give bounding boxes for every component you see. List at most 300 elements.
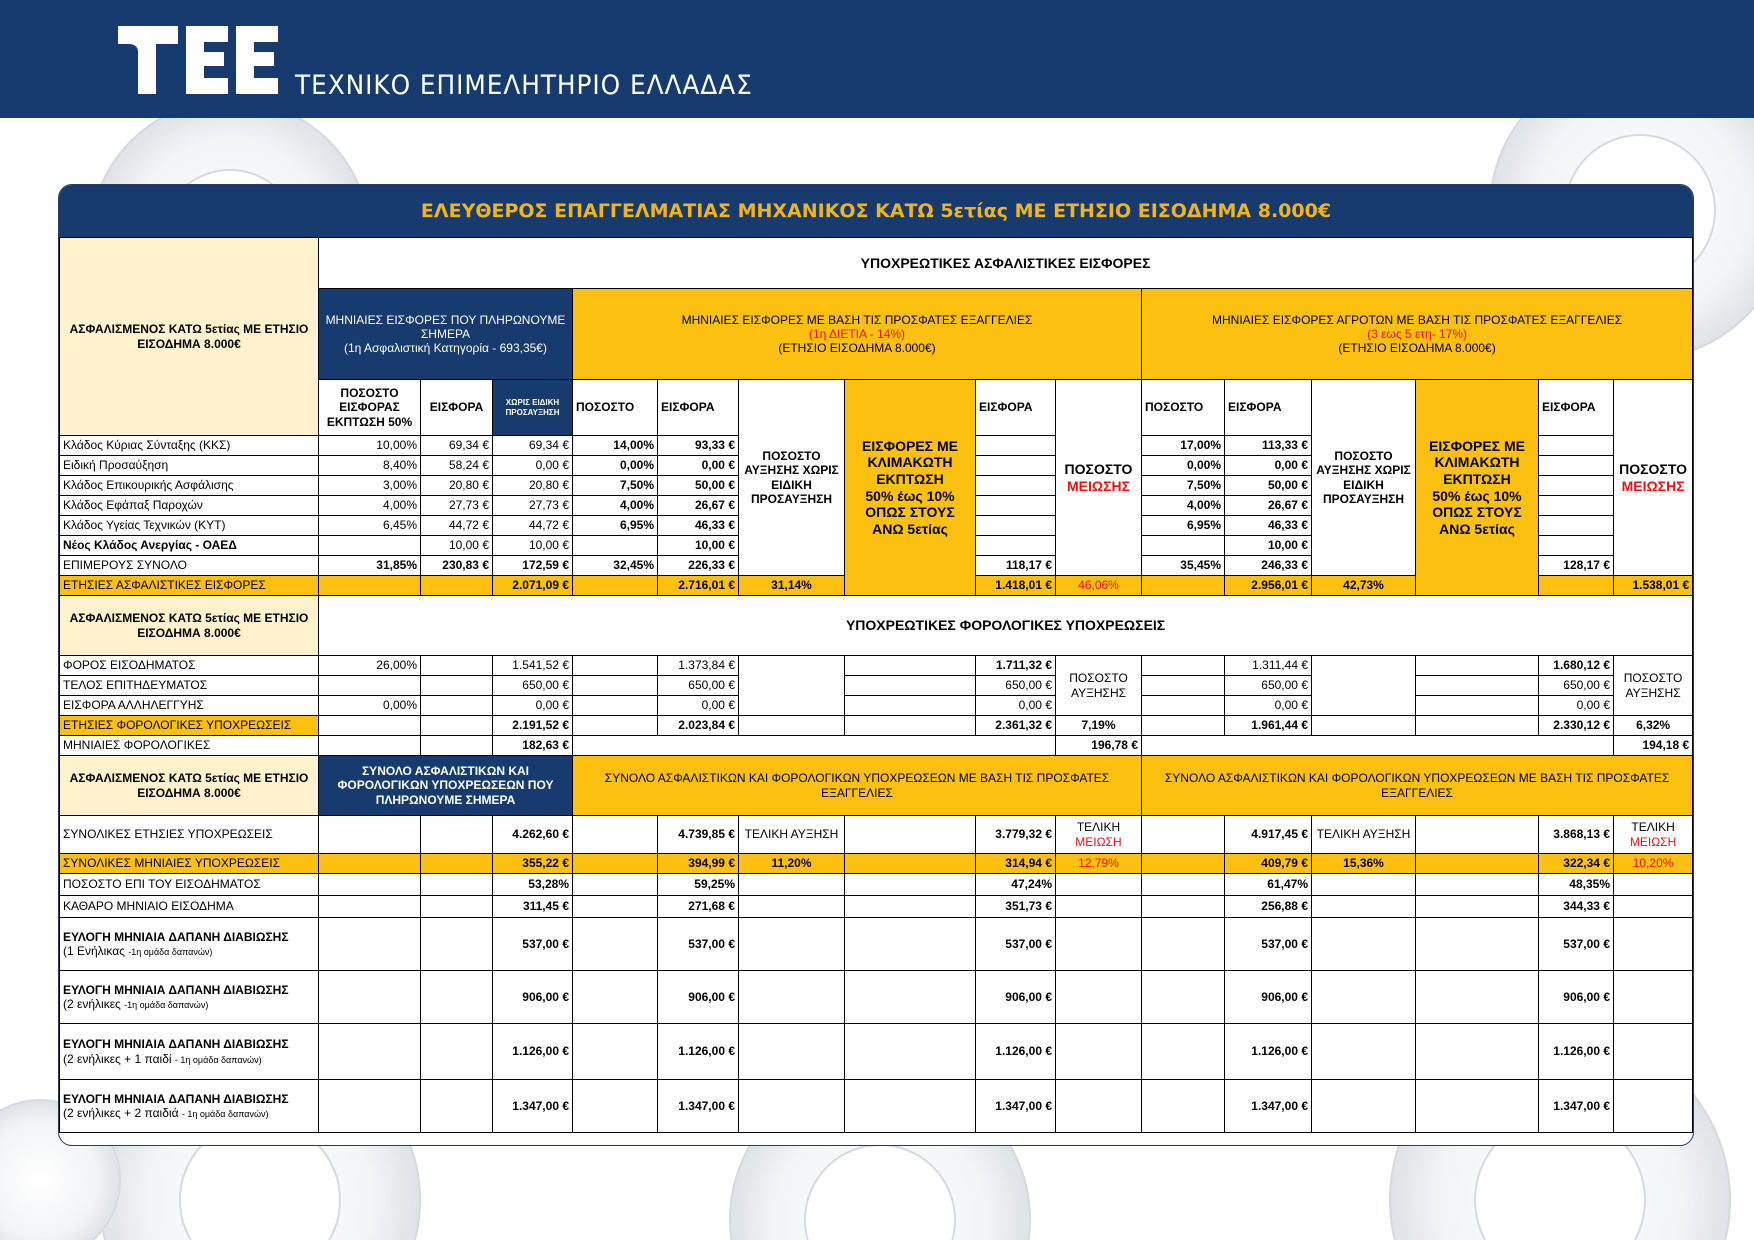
- annual-tax-row: [60, 716, 1693, 736]
- table-cell: 53,28%: [493, 874, 573, 896]
- table-cell: 20,80 €: [421, 476, 493, 496]
- table-cell: [845, 874, 976, 896]
- table-cell: 6,45%: [319, 516, 421, 536]
- group-header-today-sub: (1η Ασφαλιστική Κατηγορία - 693,35€): [344, 341, 547, 356]
- table-cell: 246,33 €: [1225, 556, 1312, 576]
- col-header-no-surcharge: ΧΩΡΙΣ ΕΙΔΙΚΗ ΠΡΟΣΑΥΞΗΣΗ: [493, 380, 573, 436]
- col-header-increase-rate: ΠΟΣΟΣΤΟ ΑΥΞΗΣΗΣ ΧΩΡΙΣ ΕΙΔΙΚΗ ΠΡΟΣΑΥΞΗΣΗ: [1312, 380, 1416, 576]
- table-cell: [1312, 656, 1416, 716]
- table-cell: 0,00 €: [1225, 456, 1312, 476]
- table-row: [60, 656, 1693, 676]
- table-cell: [319, 854, 421, 874]
- table-cell: 61,47%: [1225, 874, 1312, 896]
- org-name: ΤΕΧΝΙΚΟ ΕΠΙΜΕΛΗΤΗΡΙΟ ΕΛΛΑΔΑΣ: [295, 70, 753, 101]
- row-label: Κλάδος Κύριας Σύνταξης (ΚΚΣ): [60, 436, 319, 456]
- table-cell: [1614, 918, 1693, 971]
- row-sublabel: (2 ενήλικες: [63, 997, 121, 1011]
- table-cell: 4.739,85 €: [658, 816, 739, 854]
- table-cell: [573, 1080, 658, 1133]
- table-cell: [573, 816, 658, 854]
- table-cell: [319, 576, 421, 596]
- final-label-red: ΜΕΙΩΣΗ: [1075, 834, 1122, 849]
- table-cell: [1142, 576, 1225, 596]
- table-cell: [1416, 816, 1539, 854]
- table-cell: 12,79%: [1056, 854, 1142, 874]
- table-cell: [845, 676, 976, 696]
- group-header-today-title: ΜΗΝΙΑΙΕΣ ΕΙΣΦΟΡΕΣ ΠΟΥ ΠΛΗΡΩΝΟΥΜΕ ΣΗΜΕΡΑ: [325, 312, 566, 341]
- table-cell: 0,00 €: [976, 696, 1056, 716]
- table-cell: [976, 456, 1056, 476]
- table-cell: [739, 1024, 845, 1080]
- col-header-contribution: ΕΙΣΦΟΡΑ: [421, 380, 493, 436]
- row-label: ΕΥΛΟΓΗ ΜΗΝΙΑΙΑ ΔΑΠΑΝΗ ΔΙΑΒΙΩΣΗΣ: [63, 1037, 289, 1052]
- row-sublabel: (2 ενήλικες + 1 παιδί: [63, 1051, 172, 1066]
- graduated-discount-box: [1416, 380, 1539, 596]
- tee-logo: [118, 24, 284, 96]
- table-cell: 8,40%: [319, 456, 421, 476]
- table-cell: [1416, 1024, 1539, 1080]
- table-cell: [1312, 1024, 1416, 1080]
- table-cell: 409,79 €: [1225, 854, 1312, 874]
- table-cell: ΤΕΛΙΚΗ ΑΥΞΗΣΗ: [739, 816, 845, 854]
- table-cell: [1614, 816, 1693, 854]
- table-cell: 906,00 €: [658, 971, 739, 1024]
- table-cell: 537,00 €: [1539, 918, 1614, 971]
- table-cell: [1614, 971, 1693, 1024]
- table-cell: 1.347,00 €: [976, 1080, 1056, 1133]
- reduction-rate-label: ΠΟΣΟΣΤΟ: [1619, 460, 1688, 477]
- table-cell: [845, 854, 976, 874]
- table-cell: 20,80 €: [493, 476, 573, 496]
- table-cell: [1312, 1080, 1416, 1133]
- table-cell: 650,00 €: [1225, 676, 1312, 696]
- table-cell: [1142, 874, 1225, 896]
- row-label: Κλάδος Επικουρικής Ασφάλισης: [60, 476, 319, 496]
- table-cell: 4,00%: [573, 496, 658, 516]
- table-cell: [739, 971, 845, 1024]
- contributions-table: [59, 237, 1693, 1133]
- table-cell: [1056, 896, 1142, 918]
- table-cell: 27,73 €: [493, 496, 573, 516]
- table-cell: [421, 576, 493, 596]
- table-cell: 0,00 €: [1539, 696, 1614, 716]
- table-row: [60, 816, 1693, 854]
- table-cell: 226,33 €: [658, 556, 739, 576]
- totals-header-farmers: ΣΥΝΟΛΟ ΑΣΦΑΛΙΣΤΙΚΩΝ ΚΑΙ ΦΟΡΟΛΟΓΙΚΩΝ ΥΠΟΧΡΕΩΣΕΩΝ ΜΕ ΒΑΣΗ ΤΙΣ ΠΡΟΣΦΑΤΕΣ ΕΞΑΓΓΕΛΙΕΣ: [1142, 756, 1693, 816]
- group-header-farmers-period: (3 εως 5 ετη- 17%): [1367, 326, 1468, 341]
- table-cell: 0,00 €: [493, 456, 573, 476]
- table-cell: [573, 716, 658, 736]
- table-cell: 537,00 €: [658, 918, 739, 971]
- table-cell: 3.868,13 €: [1539, 816, 1614, 854]
- table-cell: 537,00 €: [976, 918, 1056, 971]
- graduated-discount-sub: 50% έως 10% ΟΠΩΣ ΣΤΟΥΣ ΑΝΩ 5ετίας: [1432, 487, 1522, 537]
- table-cell: [1056, 918, 1142, 971]
- table-cell: [421, 656, 493, 676]
- group-header-farmers-title: ΜΗΝΙΑΙΕΣ ΕΙΣΦΟΡΕΣ ΑΓΡΟΤΩΝ ΜΕ ΒΑΣΗ ΤΙΣ ΠΡΟΣΦΑΤΕΣ ΕΞΑΓΓΕΛΙΕΣ: [1211, 312, 1623, 327]
- table-cell: 1.347,00 €: [1539, 1080, 1614, 1133]
- row-label: ΕΥΛΟΓΗ ΜΗΝΙΑΙΑ ΔΑΠΑΝΗ ΔΙΑΒΙΩΣΗΣ: [63, 1091, 289, 1106]
- table-cell: [573, 874, 658, 896]
- table-cell: 2.956,01 €: [1225, 576, 1312, 596]
- table-cell: 10,20%: [1614, 854, 1693, 874]
- reduction-rate-label-red: ΜΕΙΩΣΗΣ: [1621, 477, 1685, 494]
- table-cell: [1614, 874, 1693, 896]
- row-label: ΚΑΘΑΡΟ ΜΗΝΙΑΙΟ ΕΙΣΟΔΗΜΑ: [60, 896, 319, 918]
- row-label: ΕΠΙΜΕΡΟΥΣ ΣΥΝΟΛΟ: [60, 556, 319, 576]
- table-cell: 2.330,12 €: [1539, 716, 1614, 736]
- table-cell: 113,33 €: [1225, 436, 1312, 456]
- table-cell: 1.126,00 €: [1539, 1024, 1614, 1080]
- table-cell: 2.716,01 €: [658, 576, 739, 596]
- table-cell: 10,00 €: [421, 536, 493, 556]
- row-label: ΣΥΝΟΛΙΚΕΣ ΜΗΝΙΑΙΕΣ ΥΠΟΧΡΕΩΣΕΙΣ: [60, 854, 319, 874]
- table-cell: [1416, 716, 1539, 736]
- group-header-farmers-income: (ΕΤΗΣΙΟ ΕΙΣΟΔΗΜΑ 8.000€): [1338, 341, 1496, 356]
- table-cell: [739, 874, 845, 896]
- table-cell: 0,00%: [573, 456, 658, 476]
- table-cell: [319, 1024, 421, 1080]
- table-cell: 7,19%: [1056, 716, 1142, 736]
- table-cell: 172,59 €: [493, 556, 573, 576]
- row-label: ΕΥΛΟΓΗ ΜΗΝΙΑΙΑ ΔΑΠΑΝΗ ΔΙΑΒΙΩΣΗΣ: [63, 929, 289, 944]
- table-cell: [421, 716, 493, 736]
- table-cell: 0,00%: [1142, 456, 1225, 476]
- table-cell: 196,78 €: [1056, 736, 1142, 756]
- table-cell: 1.680,12 €: [1539, 656, 1614, 676]
- table-cell: 10,00 €: [658, 536, 739, 556]
- table-cell: 1.347,00 €: [1225, 1080, 1312, 1133]
- row-label-block: [60, 1080, 319, 1133]
- table-cell: 6,95%: [573, 516, 658, 536]
- table-cell: [845, 896, 976, 918]
- table-cell: [1416, 676, 1539, 696]
- table-row: [60, 896, 1693, 918]
- table-cell: 128,17 €: [1539, 556, 1614, 576]
- row-label: ΠΟΣΟΣΤΟ ΕΠΙ ΤΟΥ ΕΙΣΟΔΗΜΑΤΟΣ: [60, 874, 319, 896]
- table-cell: 3,00%: [319, 476, 421, 496]
- table-cell: 906,00 €: [1539, 971, 1614, 1024]
- row-sublabel: (2 ενήλικες + 2 παιδιά: [63, 1106, 179, 1120]
- col-header-increase-rate: ΠΟΣΟΣΤΟ ΑΥΞΗΣΗΣ ΧΩΡΙΣ ΕΙΔΙΚΗ ΠΡΟΣΑΥΞΗΣΗ: [739, 380, 845, 576]
- table-cell: 650,00 €: [976, 676, 1056, 696]
- table-cell: [1056, 874, 1142, 896]
- group-header-farmers: [1142, 289, 1693, 380]
- table-cell: 182,63 €: [493, 736, 573, 756]
- table-cell: [1539, 476, 1614, 496]
- col-header-rate-discount: ΠΟΣΟΣΤΟ ΕΙΣΦΟΡΑΣ ΕΚΠΤΩΣΗ 50%: [319, 380, 421, 436]
- table-cell: [319, 676, 421, 696]
- table-cell: 906,00 €: [1225, 971, 1312, 1024]
- graduated-discount-box: [845, 380, 976, 596]
- table-cell: 537,00 €: [1225, 918, 1312, 971]
- row-label: ΣΥΝΟΛΙΚΕΣ ΕΤΗΣΙΕΣ ΥΠΟΧΡΕΩΣΕΙΣ: [60, 816, 319, 854]
- table-cell: 46,06%: [1056, 576, 1142, 596]
- table-cell: 0,00 €: [493, 696, 573, 716]
- insured-person-label: ΑΣΦΑΛΙΣΜΕΝΟΣ ΚΑΤΩ 5ετίας ΜΕ ΕΤΗΣΙΟ ΕΙΣΟΔΗΜΑ 8.000€: [60, 596, 319, 656]
- row-label: ΕΙΣΦΟΡΑ ΑΛΛΗΛΕΓΓΥΗΣ: [60, 696, 319, 716]
- table-cell: 311,45 €: [493, 896, 573, 918]
- reduction-rate-label-red: ΜΕΙΩΣΗΣ: [1066, 477, 1131, 494]
- table-cell: [1539, 516, 1614, 536]
- table-cell: [421, 918, 493, 971]
- row-label-block: [60, 1024, 319, 1080]
- group-header-announcements-income: (ΕΤΗΣΙΟ ΕΙΣΟΔΗΜΑ 8.000€): [778, 341, 936, 356]
- table-cell: 6,95%: [1142, 516, 1225, 536]
- table-cell: [1312, 971, 1416, 1024]
- table-cell: 0,00%: [319, 696, 421, 716]
- row-sublabel: (1 Ενήλικας: [63, 944, 125, 958]
- table-cell: [1142, 971, 1225, 1024]
- table-cell: [319, 918, 421, 971]
- group-header-today: [319, 289, 573, 380]
- final-label: ΤΕΛΙΚΗ: [1631, 820, 1675, 835]
- table-row: [60, 1080, 1693, 1133]
- table-row: [60, 676, 1693, 696]
- graduated-discount-title: ΕΙΣΦΟΡΕΣ ΜΕ ΚΛΙΜΑΚΩΤΗ ΕΚΠΤΩΣΗ: [862, 437, 958, 487]
- table-cell: 230,83 €: [421, 556, 493, 576]
- table-cell: [1142, 854, 1225, 874]
- table-cell: 44,72 €: [493, 516, 573, 536]
- table-cell: 44,72 €: [421, 516, 493, 536]
- table-cell: [739, 656, 845, 716]
- table-cell: [1142, 736, 1614, 756]
- row-label: Νέος Κλάδος Ανεργίας - ΟΑΕΔ: [60, 536, 319, 556]
- group-header-announcements: [573, 289, 1142, 380]
- table-cell: [573, 896, 658, 918]
- table-cell: ΤΕΛΙΚΗ ΑΥΞΗΣΗ: [1312, 816, 1416, 854]
- table-cell: 11,20%: [739, 854, 845, 874]
- row-label: ΕΥΛΟΓΗ ΜΗΝΙΑΙΑ ΔΑΠΑΝΗ ΔΙΑΒΙΩΣΗΣ: [63, 982, 289, 997]
- table-row: [60, 696, 1693, 716]
- table-cell: 1.126,00 €: [658, 1024, 739, 1080]
- table-cell: [1056, 971, 1142, 1024]
- table-cell: 650,00 €: [1539, 676, 1614, 696]
- table-cell: [1142, 536, 1225, 556]
- group-header-announcements-period: (1η ΔΙΕΤΙΑ - 14%): [808, 326, 906, 341]
- row-label: ΕΤΗΣΙΕΣ ΑΣΦΑΛΙΣΤΙΚΕΣ ΕΙΣΦΟΡΕΣ: [60, 576, 319, 596]
- final-label-red: ΜΕΙΩΣΗ: [1629, 834, 1677, 849]
- totals-header-today: ΣΥΝΟΛΟ ΑΣΦΑΛΙΣΤΙΚΩΝ ΚΑΙ ΦΟΡΟΛΟΓΙΚΩΝ ΥΠΟΧΡΕΩΣΕΩΝ ΠΟΥ ΠΛΗΡΩΝΟΥΜΕ ΣΗΜΕΡΑ: [319, 756, 573, 816]
- table-cell: 0,00 €: [658, 456, 739, 476]
- row-label: Κλάδος Υγείας Τεχνικών (ΚΥΤ): [60, 516, 319, 536]
- table-row: [60, 971, 1693, 1024]
- col-header-contribution: ΕΙΣΦΟΡΑ: [976, 380, 1056, 436]
- table-cell: 1.311,44 €: [1225, 656, 1312, 676]
- table-cell: 50,00 €: [1225, 476, 1312, 496]
- table-cell: [1416, 696, 1539, 716]
- table-cell: [319, 971, 421, 1024]
- table-cell: [845, 1080, 976, 1133]
- table-cell: 46,33 €: [1225, 516, 1312, 536]
- table-cell: [1142, 816, 1225, 854]
- table-cell: 650,00 €: [658, 676, 739, 696]
- col-header-rate: ΠΟΣΟΣΤΟ: [573, 380, 658, 436]
- row-label: ΦΟΡΟΣ ΕΙΣΟΔΗΜΑΤΟΣ: [60, 656, 319, 676]
- col-header-contribution: ΕΙΣΦΟΡΑ: [1539, 380, 1614, 436]
- table-cell: [421, 896, 493, 918]
- table-cell: [1416, 874, 1539, 896]
- table-cell: 7,50%: [573, 476, 658, 496]
- table-cell: 256,88 €: [1225, 896, 1312, 918]
- row-label-block: [60, 918, 319, 971]
- table-cell: 26,67 €: [1225, 496, 1312, 516]
- table-cell: 69,34 €: [493, 436, 573, 456]
- table-cell: 1.126,00 €: [1225, 1024, 1312, 1080]
- table-cell: [1142, 716, 1225, 736]
- table-cell: 537,00 €: [493, 918, 573, 971]
- table-cell: [1142, 676, 1225, 696]
- table-cell: 118,17 €: [976, 556, 1056, 576]
- table-cell: 1.961,44 €: [1225, 716, 1312, 736]
- row-label: ΤΕΛΟΣ ΕΠΙΤΗΔΕΥΜΑΤΟΣ: [60, 676, 319, 696]
- row-label: ΕΤΗΣΙΕΣ ΦΟΡΟΛΟΓΙΚΕΣ ΥΠΟΧΡΕΩΣΕΙΣ: [60, 716, 319, 736]
- table-cell: [1539, 456, 1614, 476]
- table-cell: [319, 874, 421, 896]
- table-cell: [1142, 1024, 1225, 1080]
- section-title-tax: ΥΠΟΧΡΕΩΤΙΚΕΣ ΦΟΡΟΛΟΓΙΚΕΣ ΥΠΟΧΡΕΩΣΕΙΣ: [319, 596, 1693, 656]
- table-cell: [976, 436, 1056, 456]
- table-cell: 0,00 €: [658, 696, 739, 716]
- table-cell: 1.711,32 €: [976, 656, 1056, 676]
- table-cell: [976, 496, 1056, 516]
- table-cell: [845, 1024, 976, 1080]
- table-cell: 322,34 €: [1539, 854, 1614, 874]
- table-cell: 4,00%: [1142, 496, 1225, 516]
- table-cell: [845, 696, 976, 716]
- table-cell: [319, 896, 421, 918]
- table-cell: 194,18 €: [1614, 736, 1693, 756]
- table-cell: [1312, 716, 1416, 736]
- row-label: Ειδική Προσαύξηση: [60, 456, 319, 476]
- table-cell: 47,24%: [976, 874, 1056, 896]
- table-cell: 906,00 €: [493, 971, 573, 1024]
- table-cell: [1614, 896, 1693, 918]
- table-cell: [421, 1024, 493, 1080]
- table-cell: [573, 918, 658, 971]
- row-label-block: [60, 971, 319, 1024]
- table-cell: [573, 696, 658, 716]
- table-cell: [319, 1080, 421, 1133]
- table-cell: 1.418,01 €: [976, 576, 1056, 596]
- table-row: [60, 736, 1693, 756]
- table-cell: [1056, 1080, 1142, 1133]
- table-cell: [573, 536, 658, 556]
- table-cell: 31,85%: [319, 556, 421, 576]
- table-cell: [421, 696, 493, 716]
- table-cell: [1312, 896, 1416, 918]
- table-cell: [845, 656, 976, 676]
- table-cell: [1614, 1024, 1693, 1080]
- section-title-insurance: ΥΠΟΧΡΕΩΤΙΚΕΣ ΑΣΦΑΛΙΣΤΙΚΕΣ ΕΙΣΦΟΡΕΣ: [319, 238, 1693, 289]
- table-cell: [1312, 874, 1416, 896]
- graduated-discount-title: ΕΙΣΦΟΡΕΣ ΜΕ ΚΛΙΜΑΚΩΤΗ ΕΚΠΤΩΣΗ: [1429, 437, 1525, 487]
- table-cell: 2.071,09 €: [493, 576, 573, 596]
- table-cell: [1416, 896, 1539, 918]
- table-cell: 1.126,00 €: [976, 1024, 1056, 1080]
- table-cell: [319, 716, 421, 736]
- table-cell: [421, 676, 493, 696]
- table-cell: 7,50%: [1142, 476, 1225, 496]
- table-cell: [1539, 496, 1614, 516]
- table-cell: [1416, 971, 1539, 1024]
- table-cell: 42,73%: [1312, 576, 1416, 596]
- table-cell: 314,94 €: [976, 854, 1056, 874]
- table-cell: [976, 476, 1056, 496]
- table-cell: [976, 516, 1056, 536]
- table-cell: [319, 816, 421, 854]
- row-sublabel-note: -1η ομάδα δαπανών): [128, 947, 213, 957]
- col-header-reduction-rate: [1614, 380, 1693, 576]
- table-cell: [573, 576, 658, 596]
- table-cell: [421, 971, 493, 1024]
- table-cell: [1614, 1080, 1693, 1133]
- table-cell: 58,24 €: [421, 456, 493, 476]
- table-cell: [739, 918, 845, 971]
- table-cell: [976, 536, 1056, 556]
- table-cell: [421, 874, 493, 896]
- table-cell: [845, 971, 976, 1024]
- table-cell: 2.023,84 €: [658, 716, 739, 736]
- table-cell: [1142, 918, 1225, 971]
- table-cell: 6,32%: [1614, 716, 1693, 736]
- table-cell: [1539, 536, 1614, 556]
- table-cell: 1.541,52 €: [493, 656, 573, 676]
- table-cell: [573, 1024, 658, 1080]
- table-cell: 906,00 €: [976, 971, 1056, 1024]
- table-cell: 48,35%: [1539, 874, 1614, 896]
- table-cell: 1.373,84 €: [658, 656, 739, 676]
- table-cell: 35,45%: [1142, 556, 1225, 576]
- table-cell: 271,68 €: [658, 896, 739, 918]
- table-cell: [1416, 854, 1539, 874]
- monthly-total-row: [60, 854, 1693, 874]
- row-label: Κλάδος Εφάπαξ Παροχών: [60, 496, 319, 516]
- table-cell: [845, 816, 976, 854]
- table-cell: 1.538,01 €: [1614, 576, 1693, 596]
- table-cell: [1416, 1080, 1539, 1133]
- increase-rate-label: ΠΟΣΟΣΤΟ ΑΥΞΗΣΗΣ: [1614, 656, 1693, 716]
- table-cell: [739, 716, 845, 736]
- table-cell: [573, 971, 658, 1024]
- table-cell: [845, 716, 976, 736]
- table-cell: 4,00%: [319, 496, 421, 516]
- table-cell: 59,25%: [658, 874, 739, 896]
- table-cell: 1.347,00 €: [493, 1080, 573, 1133]
- table-cell: [573, 656, 658, 676]
- table-cell: [1312, 918, 1416, 971]
- graduated-discount-sub: 50% έως 10% ΟΠΩΣ ΣΤΟΥΣ ΑΝΩ 5ετίας: [865, 487, 955, 537]
- table-cell: 351,73 €: [976, 896, 1056, 918]
- col-header-contribution: ΕΙΣΦΟΡΑ: [658, 380, 739, 436]
- table-cell: [1142, 696, 1225, 716]
- table-cell: 355,22 €: [493, 854, 573, 874]
- increase-rate-label: ΠΟΣΟΣΤΟ ΑΥΞΗΣΗΣ: [1056, 656, 1142, 716]
- table-cell: [421, 854, 493, 874]
- totals-header-announcements: ΣΥΝΟΛΟ ΑΣΦΑΛΙΣΤΙΚΩΝ ΚΑΙ ΦΟΡΟΛΟΓΙΚΩΝ ΥΠΟΧΡΕΩΣΕΩΝ ΜΕ ΒΑΣΗ ΤΙΣ ΠΡΟΣΦΑΤΕΣ ΕΞΑΓΓΕΛΙΕΣ: [573, 756, 1142, 816]
- reduction-rate-label: ΠΟΣΟΣΤΟ: [1064, 460, 1133, 477]
- table-cell: 27,73 €: [421, 496, 493, 516]
- table-cell: 26,67 €: [658, 496, 739, 516]
- table-cell: [421, 1080, 493, 1133]
- insured-person-label: ΑΣΦΑΛΙΣΜΕΝΟΣ ΚΑΤΩ 5ετίας ΜΕ ΕΤΗΣΙΟ ΕΙΣΟΔΗΜΑ 8.000€: [60, 756, 319, 816]
- table-cell: 394,99 €: [658, 854, 739, 874]
- table-cell: [319, 536, 421, 556]
- col-header-reduction-rate: [1056, 380, 1142, 576]
- table-cell: 14,00%: [573, 436, 658, 456]
- page-title: ΕΛΕΥΘΕΡΟΣ ΕΠΑΓΓΕΛΜΑΤΙΑΣ ΜΗΧΑΝΙΚΟΣ ΚΑΤΩ 5ετίας ΜΕ ΕΤΗΣΙΟ ΕΙΣΟΔΗΜΑ 8.000€: [59, 185, 1693, 237]
- table-row: [60, 918, 1693, 971]
